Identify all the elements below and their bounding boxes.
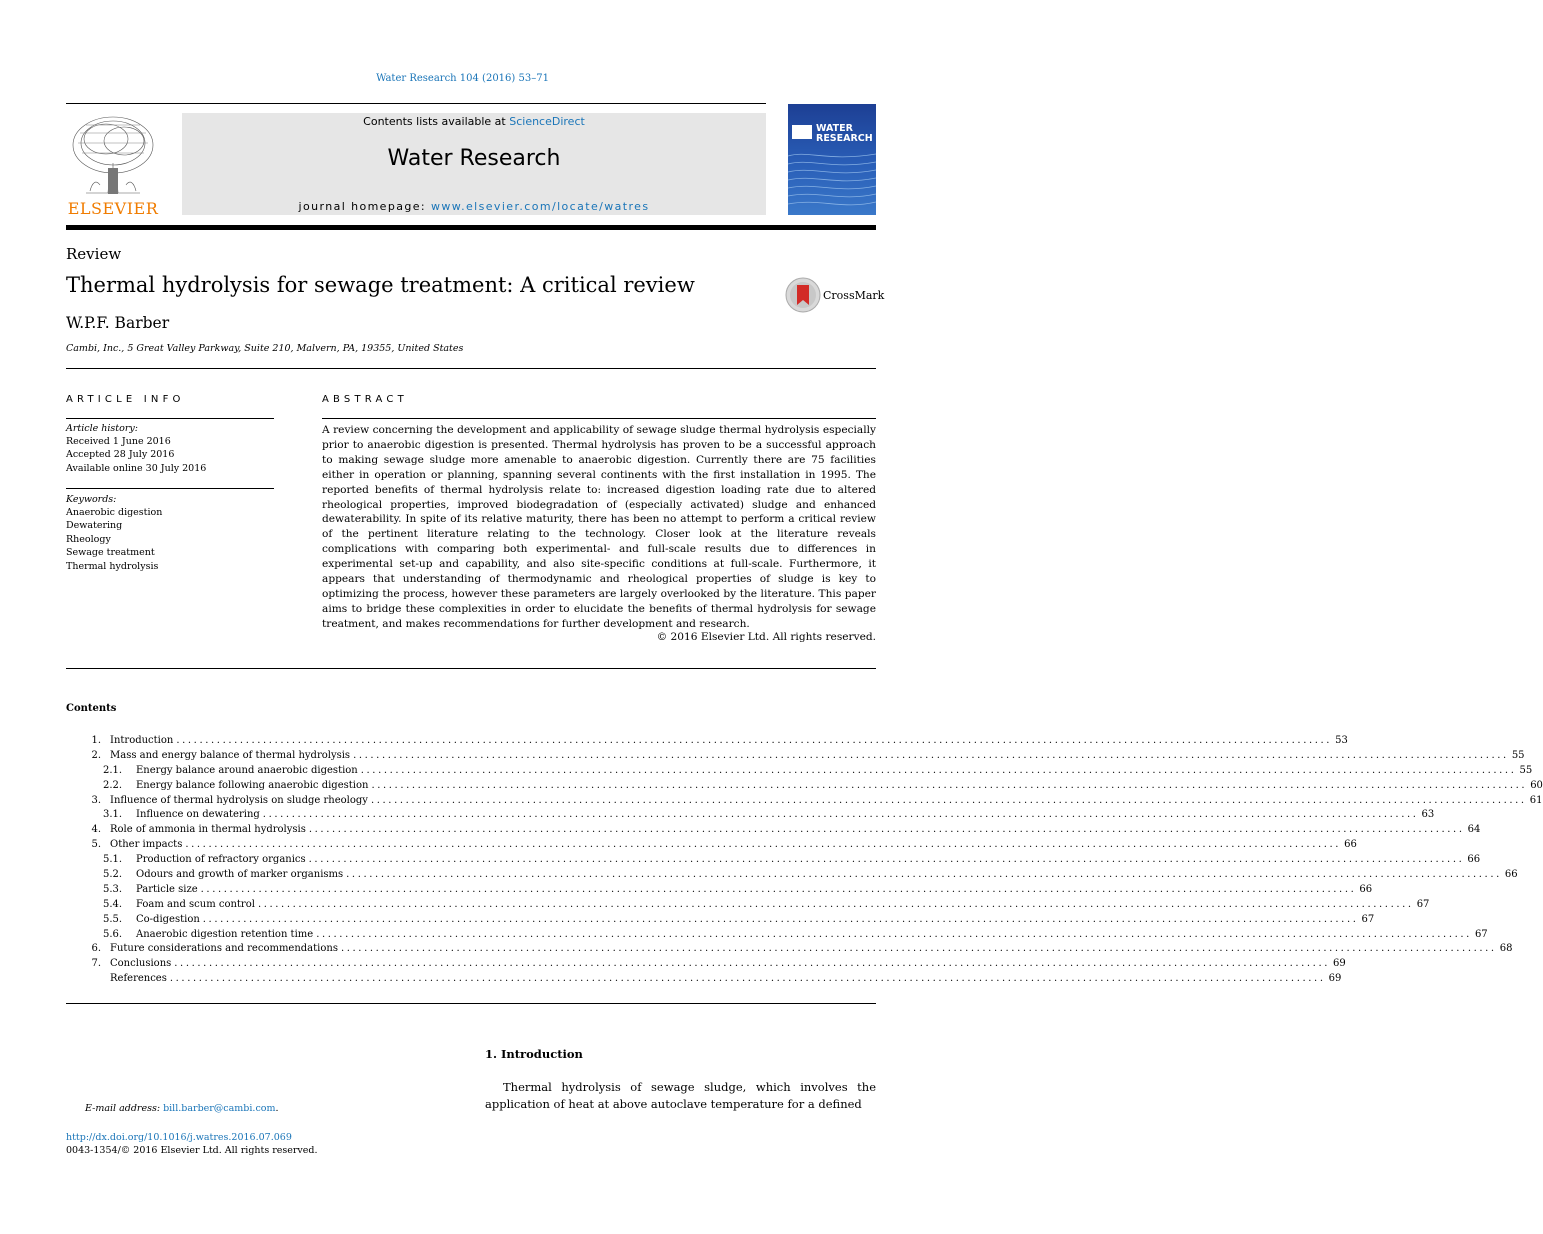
doi-link[interactable]: http://dx.doi.org/10.1016/j.watres.2016.07.069 [66,1132,292,1143]
toc-entry-title[interactable]: Energy balance following anaerobic digestion [136,779,369,791]
author-email-link[interactable]: bill.barber@cambi.com [163,1103,276,1114]
toc-entry[interactable] [66,764,1533,779]
toc-entry-title[interactable]: Production of refractory organics [136,854,306,866]
toc-entry[interactable] [66,972,1342,987]
author-affiliation: Cambi, Inc., 5 Great Valley Parkway, Suite 210, Malvern, PA, 19355, United States [66,343,464,354]
abstract-text: A review concerning the development and applicability of sewage sludge thermal hydrolysis especially prior to anaerobic digestion is presented. Thermal hydrolysis has proven to be a successful approach to making sewage sludge more amenable to anaerobic digestion. Currently there are 75 facilities either in operation or planning, spanning several continents with the first installation in 1995. The reported benefits of thermal hydrolysis relate to: increased digestion loading rate due to altered rheological properties, improved biodegradation of (especially activated) sludge and enhanced dewaterability. In spite of its relative maturity, there has been no attempt to perform a critical review of the pertinent literature relating to the technology. Closer look at the literature reveals complications with comparing both experimental- and full-scale results due to differences in experimental set-up and capability, and also site-specific conditions at full-scale. Furthermore, it appears that understanding of thermodynamic and rheological properties of sludge is key to optimizing the process, however these parameters are largely overlooked by the literature. This paper aims to bridge these complexities in order to elucidate the benefits of thermal hydrolysis for sewage treatment, and makes recommendations for further development and research. [322,424,876,630]
toc-entry[interactable] [66,942,1513,957]
divider [66,488,274,489]
toc-entry-title[interactable]: Mass and energy balance of thermal hydrolysis [110,749,351,761]
toc-entry-title[interactable]: Conclusions [110,958,172,970]
journal-cover-image[interactable] [788,104,876,215]
toc-entry-page[interactable]: 53 [1335,735,1348,746]
header-divider [66,103,766,104]
toc-entry-page[interactable]: 55 [1519,764,1533,776]
keyword: Anaerobic digestion [66,507,163,518]
toc-entry-number: 5.5. [103,913,123,925]
email-suffix: . [275,1103,279,1114]
divider [66,418,274,419]
toc-leader-dots: ........................................................................................................................................................................................................ [308,824,1465,836]
cover-title [816,124,873,144]
toc-entry-number: 5.4. [103,898,123,910]
toc-entry-page[interactable]: 69 [1328,973,1342,985]
divider [322,418,876,419]
toc-leader-dots: ........................................................................................................................................................................................................ [202,913,1359,925]
crossmark-label[interactable]: CrossMark [823,289,885,302]
toc-leader-dots: ........................................................................................................................................................................................................ [200,883,1357,895]
toc-entry-page[interactable]: 68 [1499,943,1513,955]
toc-entry[interactable] [66,749,1525,764]
keyword: Sewage treatment [66,547,155,558]
toc-entry-title[interactable]: Foam and scum control [136,898,255,910]
journal-citation[interactable]: Water Research 104 (2016) 53–71 [376,73,549,84]
toc-entry-page[interactable]: 60 [1530,779,1543,791]
toc-entry-number: 5.2. [103,869,123,881]
introduction-heading: 1. Introduction [485,1047,583,1061]
toc-entry[interactable] [66,898,1430,913]
toc-entry[interactable] [66,794,1543,809]
toc-entry[interactable] [66,734,1348,749]
toc-leader-dots: ........................................................................................................................................................................................................ [174,958,1331,970]
iwa-logo [792,125,812,139]
toc-entry[interactable] [66,853,1481,868]
toc-leader-dots: ........................................................................................................................................................................................................ [262,809,1419,821]
toc-entry-title[interactable]: Influence on dewatering [136,809,260,821]
abstract-heading: ABSTRACT [322,394,408,405]
toc-entry-number: 2.2. [103,779,123,791]
keyword: Thermal hydrolysis [66,561,159,572]
toc-entry-number [66,972,101,987]
toc-leader-dots: ........................................................................................................................................................................................................ [346,869,1502,881]
homepage-prefix: journal homepage: [298,200,431,213]
introduction-text: Thermal hydrolysis of sewage sludge, which involves the application of heat at above autoclave temperature for a defined [485,1080,876,1111]
toc-entry-title[interactable]: Role of ammonia in thermal hydrolysis [110,824,306,836]
article-info-heading: ARTICLE INFO [66,394,185,405]
cover-title-line-1: WATER [816,123,853,134]
cover-title-line-2: RESEARCH [816,133,873,144]
header-thick-rule [66,225,876,230]
toc-leader-dots: ........................................................................................................................................................................................................ [185,839,1342,851]
history-label: Article history: [66,423,138,434]
toc-entry-title[interactable]: Energy balance around anaerobic digestion [136,764,358,776]
toc-entry-number: 7. [91,958,101,970]
toc-leader-dots: ........................................................................................................................................................................................................ [176,735,1333,746]
toc-entry-page[interactable]: 55 [1511,749,1525,761]
toc-entry[interactable] [66,928,1488,943]
toc-entry-page[interactable]: 67 [1474,928,1488,940]
divider [66,368,876,369]
toc-entry-number: 5.6. [103,928,123,940]
contents-availability [182,115,766,128]
toc-entry[interactable] [66,838,1357,853]
toc-entry[interactable] [66,779,1543,794]
publisher-wordmark: ELSEVIER [67,199,159,218]
toc-entry-number: 1. [91,735,101,746]
keyword: Rheology [66,534,111,545]
author-email-line [85,1103,279,1114]
toc-entry-number: 5.3. [103,883,123,895]
cover-wave-pattern [788,148,876,215]
history-received: Received 1 June 2016 [66,436,171,447]
toc-leader-dots: ........................................................................................................................................................................................................ [353,749,1509,761]
toc-leader-dots: ........................................................................................................................................................................................................ [370,794,1527,806]
toc-entry-number: 4. [91,824,101,836]
toc-entry[interactable] [66,808,1435,823]
article-title: Thermal hydrolysis for sewage treatment: A critical review [66,273,695,297]
toc-entry-title[interactable]: Odours and growth of marker organisms [136,869,344,881]
toc-entry-number: 2. [91,749,101,761]
keyword: Dewatering [66,520,123,531]
toc-entry-number: 5. [91,839,101,851]
homepage-link[interactable]: www.elsevier.com/locate/watres [430,200,650,213]
toc-entry-title[interactable]: Future considerations and recommendations [110,943,338,955]
toc-leader-dots: ........................................................................................................................................................................................................ [340,943,1497,955]
divider [66,1003,876,1004]
contents-prefix: Contents lists available at [363,115,510,128]
toc-entry[interactable] [66,868,1518,883]
history-online: Available online 30 July 2016 [66,463,207,474]
toc-entry-page[interactable]: 66 [1359,883,1373,895]
contents-title: Contents [66,703,117,714]
toc-leader-dots: ........................................................................................................................................................................................................ [257,898,1414,910]
table-of-contents [66,734,1543,987]
toc-entry-page[interactable]: 66 [1344,839,1357,851]
toc-entry-number: 3. [91,794,101,806]
toc-entry-number: 5.1. [103,854,123,866]
toc-entry-title[interactable]: Anaerobic digestion retention time [136,928,314,940]
toc-entry-title[interactable]: Particle size [136,883,198,895]
toc-entry-page[interactable]: 67 [1416,898,1430,910]
toc-entry-number: 3.1. [103,809,123,821]
toc-entry-title[interactable]: Other impacts [110,839,183,851]
toc-entry-page[interactable]: 66 [1504,869,1518,881]
toc-entry-page[interactable]: 64 [1467,824,1481,836]
email-label: E-mail address: [85,1103,164,1114]
toc-leader-dots: ........................................................................................................................................................................................................ [371,779,1528,791]
journal-name: Water Research [387,146,561,171]
divider [66,668,876,669]
article-type: Review [66,245,122,263]
toc-entry-page[interactable]: 61 [1529,794,1543,806]
sciencedirect-link[interactable]: ScienceDirect [509,115,585,128]
toc-leader-dots: ........................................................................................................................................................................................................ [169,973,1326,985]
toc-entry-title[interactable]: Introduction [110,735,174,746]
toc-entry-number: 6. [91,943,101,955]
toc-leader-dots: ........................................................................................................................................................................................................ [360,764,1517,776]
toc-leader-dots: ........................................................................................................................................................................................................ [316,928,1472,940]
issn-copyright: 0043-1354/© 2016 Elsevier Ltd. All rights reserved. [66,1145,318,1156]
abstract-copyright: © 2016 Elsevier Ltd. All rights reserved. [656,631,876,643]
toc-entry-page[interactable]: 67 [1361,913,1375,925]
toc-entry-page[interactable]: 66 [1467,854,1481,866]
keywords-label: Keywords: [66,494,117,505]
toc-entry[interactable] [66,883,1373,898]
toc-entry-page[interactable]: 63 [1421,809,1435,821]
toc-entry[interactable] [66,957,1346,972]
toc-entry-number: 2.1. [103,764,123,776]
toc-entry[interactable] [66,823,1481,838]
author-name[interactable]: W.P.F. Barber [66,314,170,332]
toc-entry-title[interactable]: Influence of thermal hydrolysis on sludge rheology [110,794,368,806]
toc-entry[interactable] [66,913,1375,928]
history-accepted: Accepted 28 July 2016 [66,449,175,460]
toc-leader-dots: ........................................................................................................................................................................................................ [308,854,1465,866]
toc-entry-title[interactable]: References [110,973,167,985]
toc-entry-title[interactable]: Co-digestion [136,913,200,925]
toc-entry-page[interactable]: 69 [1333,958,1346,970]
journal-homepage [182,200,766,213]
